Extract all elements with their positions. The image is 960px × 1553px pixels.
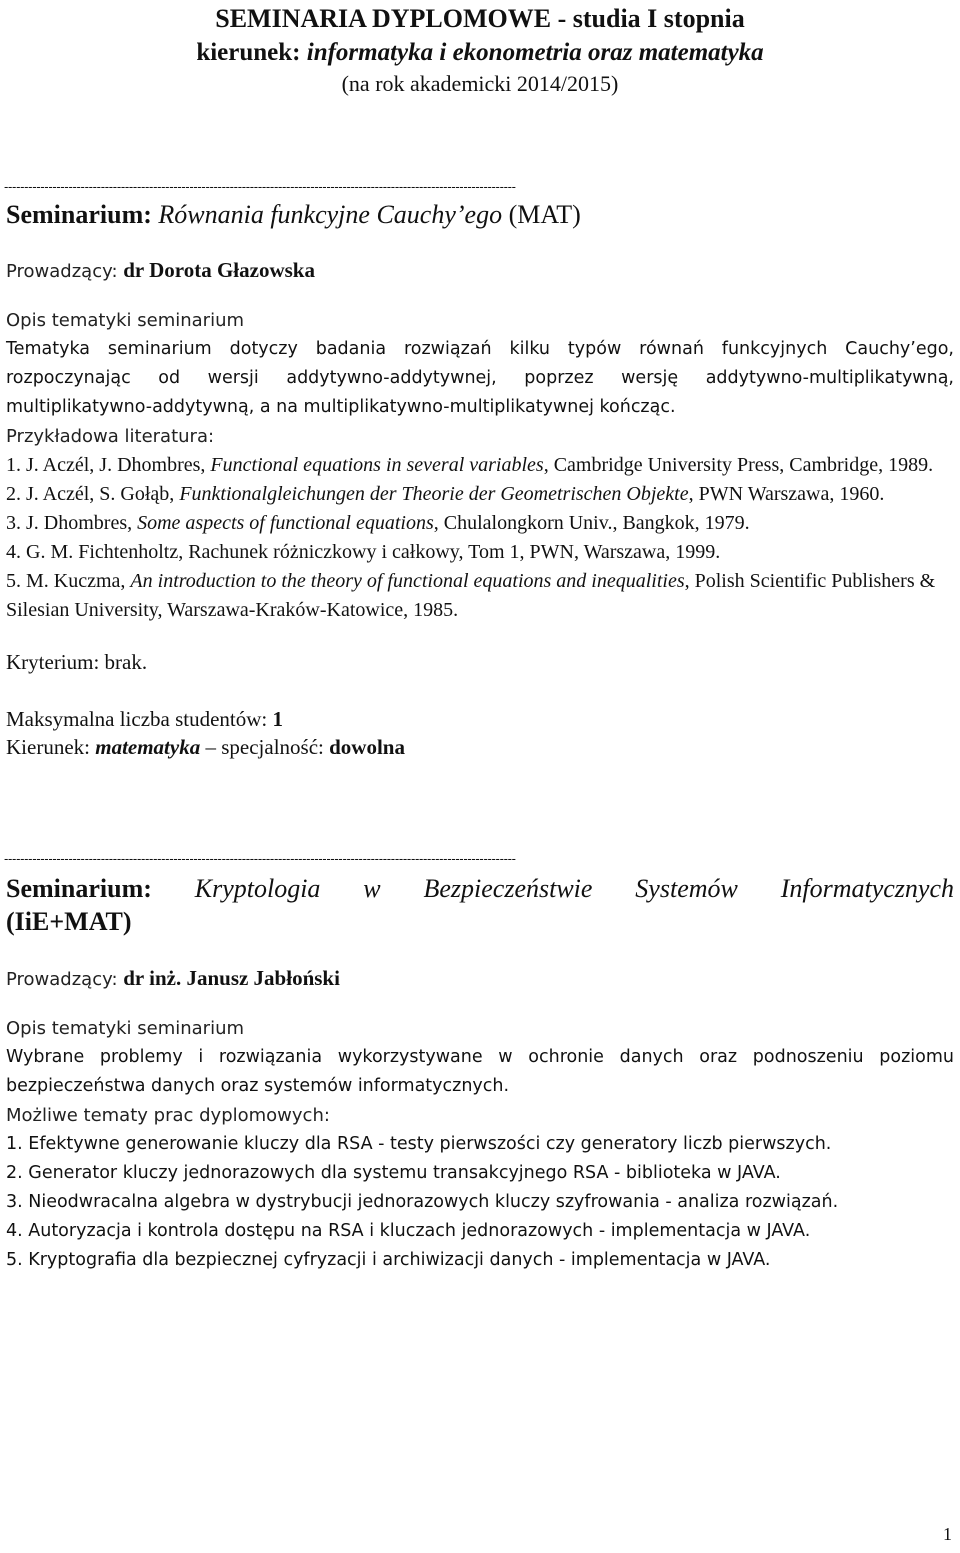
document-header — [0, 2, 960, 99]
seminar-name: Równania funkcyjne Cauchy’ego — [158, 200, 503, 229]
literature-item — [6, 451, 954, 480]
topic-item: 5. Kryptografia dla bezpiecznej cyfryzacji i archiwizacji danych - implementacja w JAVA. — [6, 1250, 771, 1270]
lit-publisher: , Cambridge University Press, Cambridge, 1989. — [543, 454, 934, 476]
lit-author: 3. J. Dhombres, — [6, 512, 138, 534]
kierunek-value: informatyka i ekonometria oraz matematyka — [306, 39, 764, 66]
page-number: 1 — [943, 1524, 952, 1544]
seminar-label: Seminarium: — [6, 874, 195, 903]
literature-item — [6, 480, 954, 509]
specialization-label: – specjalność: — [200, 735, 330, 759]
topics-label: Możliwe tematy prac dyplomowych: — [6, 1105, 330, 1126]
document-subtitle — [0, 36, 960, 69]
kierunek-value: matematyka — [95, 735, 201, 759]
seminar-1-description: Tematyka seminarium dotyczy badania rozwiązań kilku typów równań funkcyjnych Cauchy’ego, rozpoczynając od wersji addytywno-addytywnej, poprzez wersję addytywno-multiplikatywną, multiplikatywno-addytywną, a na multiplikatywno-multiplikatywnej kończąc. — [6, 339, 954, 417]
lit-author: 2. J. Aczél, S. Gołąb, — [6, 483, 180, 505]
literature-item — [6, 538, 954, 567]
seminar-code: (MAT) — [502, 200, 581, 229]
topic-item: 1. Efektywne generowanie kluczy dla RSA - testy pierwszości czy generatory liczb pierwszych. — [6, 1134, 832, 1154]
seminar-2-lecturer — [6, 964, 954, 994]
seminar-2-title — [6, 872, 954, 905]
literature-list — [6, 451, 954, 625]
topic-item: 4. Autoryzacja i kontrola dostępu na RSA i kluczach jednorazowych - implementacja w JAVA. — [6, 1221, 811, 1241]
lit-publisher: , Chulalongkorn Univ., Bangkok, 1979. — [433, 512, 750, 534]
criterion: Kryterium: brak. — [6, 650, 148, 674]
lit-publisher: , PWN Warszawa, 1960. — [688, 483, 885, 505]
topic-item: 3. Nieodwracalna algebra w dystrybucji jednorazowych kluczy szyfrowania - analiza rozwiązań. — [6, 1192, 839, 1212]
literature-item — [6, 509, 954, 538]
topic-item: 2. Generator kluczy jednorazowych dla systemu transakcyjnego RSA - biblioteka w JAVA. — [6, 1163, 781, 1183]
section-divider: ------------------------------------------------------------------------------------------------------------------------------- — [4, 179, 516, 194]
seminar-1-lecturer — [6, 256, 954, 286]
seminar-name: Kryptologia w Bezpieczeństwie Systemów Informatycznych — [194, 874, 954, 903]
lit-title: Funktionalgleichungen der Theorie der Geometrischen Objekte — [179, 483, 689, 505]
lit-author: 5. M. Kuczma, — [6, 570, 131, 592]
lit-author: 4. G. M. Fichtenholtz, Rachunek różniczkowy i całkowy, Tom 1, PWN, Warszawa, 1999. — [6, 541, 721, 563]
lit-title: An introduction to the theory of functional equations and inequalities — [130, 570, 685, 592]
academic-year: (na rok akademicki 2014/2015) — [341, 71, 619, 96]
lit-publisher: , Polish Scientific Publishers & Silesian University, Warszawa-Kraków-Katowice, 1985. — [6, 570, 936, 621]
lecturer-label: Prowadzący: — [6, 969, 124, 990]
literature-label: Przykładowa literatura: — [6, 426, 215, 447]
seminar-1-desc-label: Opis tematyki seminarium — [6, 310, 245, 331]
literature-item — [6, 567, 954, 625]
kierunek-line — [6, 733, 954, 761]
seminar-label: Seminarium: — [6, 200, 159, 229]
lecturer-label: Prowadzący: — [6, 261, 124, 282]
seminar-2-description: Wybrane problemy i rozwiązania wykorzystywane w ochronie danych oraz podnoszeniu poziomu bezpieczeństwa danych oraz systemów informatycznych. — [6, 1047, 954, 1096]
max-students — [6, 705, 954, 733]
seminar-1-title — [6, 198, 954, 231]
seminar-2-desc-label: Opis tematyki seminarium — [6, 1018, 245, 1039]
seminar-2 — [0, 872, 960, 1275]
lit-author: 1. J. Aczél, J. Dhombres, — [6, 454, 211, 476]
max-students-label: Maksymalna liczba studentów: — [6, 707, 273, 731]
kierunek-label: Kierunek: — [6, 735, 96, 759]
document-title: SEMINARIA DYPLOMOWE - studia I stopnia — [215, 4, 745, 33]
lit-title: Some aspects of functional equations — [137, 512, 434, 534]
topics-list — [6, 1130, 954, 1275]
specialization-value: dowolna — [329, 735, 405, 759]
section-divider: ------------------------------------------------------------------------------------------------------------------------------- — [4, 851, 516, 866]
seminar-1 — [0, 198, 960, 761]
lecturer-name: dr inż. Janusz Jabłoński — [123, 966, 340, 990]
lit-title: Functional equations in several variables — [210, 454, 544, 476]
lecturer-name: dr Dorota Głazowska — [123, 258, 315, 282]
seminar-2-code: (IiE+MAT) — [6, 907, 132, 936]
kierunek-prefix: kierunek: — [196, 39, 307, 66]
max-students-value: 1 — [272, 707, 284, 731]
